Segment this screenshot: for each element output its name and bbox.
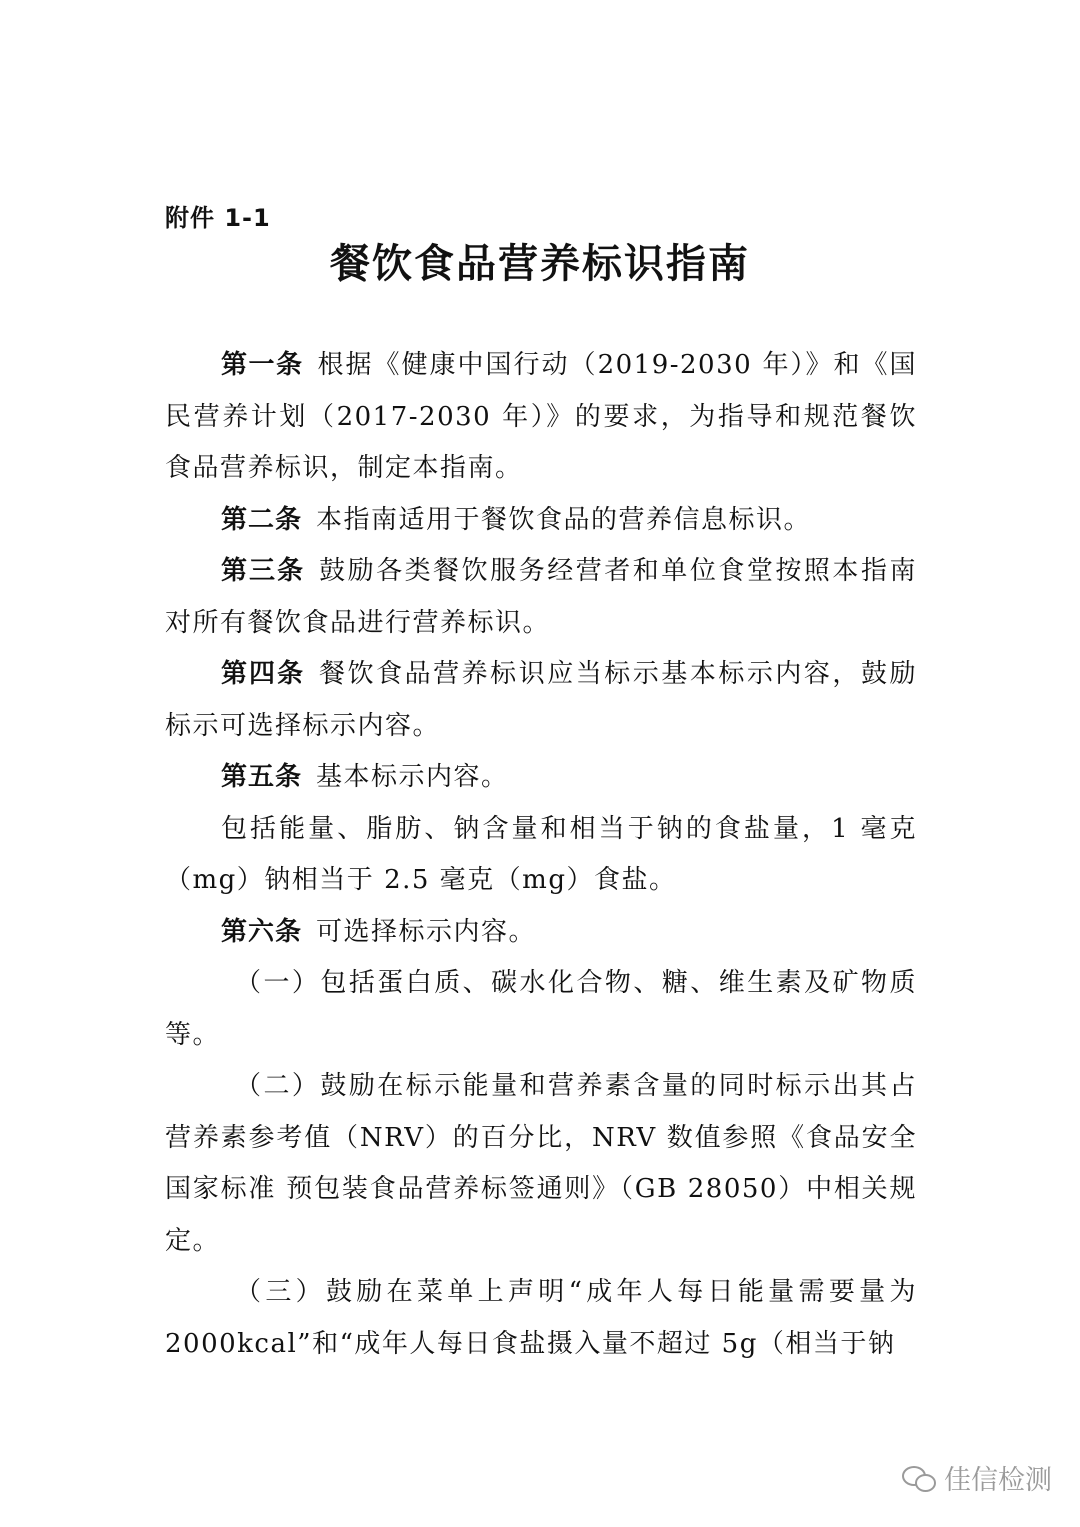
watermark [902,1458,1052,1497]
watermark-text: 佳信检测 [944,1465,1052,1496]
article-2 [165,495,917,547]
article-label: 第二条 [221,504,303,535]
article-6-item-2: （二）鼓励在标示能量和营养素含量的同时标示出其占营养素参考值（NRV）的百分比，NRV 数值参照《食品安全国家标准 预包装食品营养标签通则》（GB 28050）中相关规定。 [165,1071,917,1256]
document-body [165,340,917,1370]
article-1 [165,340,917,495]
article-5 [165,752,917,804]
article-text: 鼓励各类餐饮服务经营者和单位食堂按照本指南对所有餐饮食品进行营养标识。 [165,556,917,638]
article-text: 可选择标示内容。 [316,916,537,947]
article-4 [165,649,917,752]
article-6-item-3: （三）鼓励在菜单上声明“成年人每日能量需要量为 2000kcal”和“成年人每日食盐摄入量不超过 5g（相当于钠 [165,1277,917,1359]
article-label: 第五条 [221,762,303,792]
article-text: 餐饮食品营养标识应当标示基本标示内容，鼓励标示可选择标示内容。 [165,659,917,741]
article-text: 本指南适用于餐饮食品的营养信息标识。 [316,504,812,535]
article-text: 基本标示内容。 [316,762,509,792]
article-3 [165,546,917,649]
article-label: 第三条 [221,556,306,586]
article-text: 根据《健康中国行动（2019-2030 年）》和《国民营养计划（2017-2030 年）》的要求，为指导和规范餐饮食品营养标识，制定本指南。 [165,350,917,483]
attachment-label: 附件 1-1 [165,204,271,232]
article-label: 第四条 [221,659,306,689]
wechat-icon [902,1464,936,1492]
article-5-detail: 包括能量、脂肪、钠含量和相当于钠的食盐量，1 毫克（mg）钠相当于 2.5 毫克（mg）食盐。 [165,813,917,895]
article-6-item-1: （一）包括蛋白质、碳水化合物、糖、维生素及矿物质等。 [165,968,917,1050]
article-label: 第六条 [221,916,303,947]
article-label: 第一条 [221,350,304,380]
article-6 [165,907,917,959]
page-title: 餐饮食品营养标识指南 [330,241,750,287]
